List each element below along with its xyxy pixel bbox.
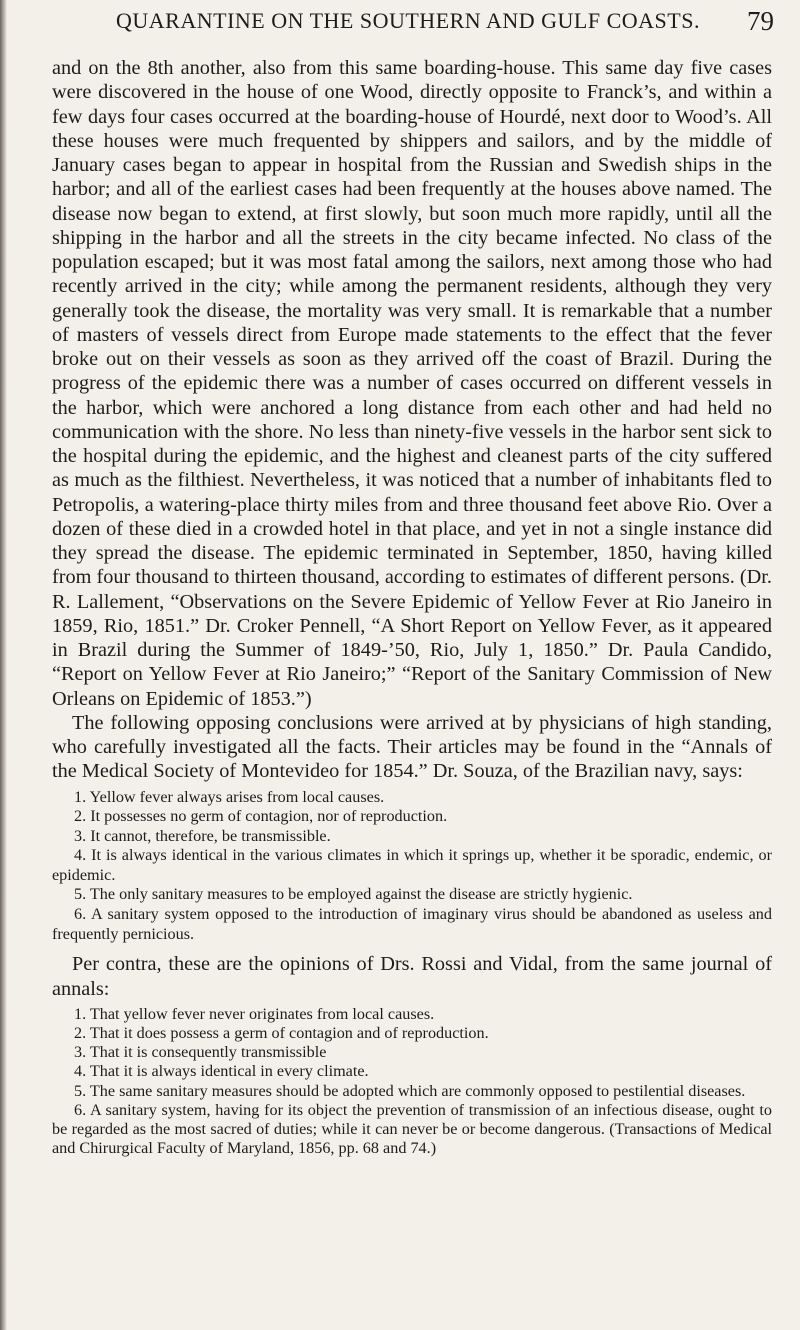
page-gutter-shadow xyxy=(0,0,7,1330)
page-header xyxy=(88,6,788,40)
paragraph-per-contra: Per contra, these are the opinions of Drs. Rossi and Vidal, from the same journal of annals: xyxy=(52,953,772,1000)
list-item: 6. A sanitary system opposed to the introduction of imaginary virus should be abandoned as useless and frequently pernicious. xyxy=(52,905,772,943)
list-item: 3. It cannot, therefore, be transmissible. xyxy=(74,826,331,845)
running-title: QUARANTINE ON THE SOUTHERN AND GULF COASTS. xyxy=(116,8,700,33)
list-item: 6. A sanitary system, having for its object the prevention of transmission of an infectious disease, ought to be regarded as the most sacred of duties; while it can never be or become dangerous. (Transactions of Medical and Chirurgical Faculty of Maryland, 1856, pp. 68 and 74.) xyxy=(52,1100,772,1158)
list-item: 2. That it does possess a germ of contagion and of reproduction. xyxy=(74,1023,489,1042)
souza-conclusions-list xyxy=(52,788,772,945)
paragraph-epidemic-account: and on the 8th another, also from this same boarding-house. This same day five cases were discovered in the house of one Wood, directly opposite to Franck’s, and within a few days four cases occurred at the boarding-house of Hourdé, next door to Wood’s. All these houses were much frequented by shippers and sailors, and by the middle of January cases began to appear in hospital from the Russian and Swedish ships in the harbor; and all of the earliest cases had been frequently at the houses above named. The disease now began to extend, at first slowly, but soon much more rapidly, until all the shipping in the harbor and all the streets in the city became infected. No class of the population escaped; but it was most fatal among the sailors, next among those who had recently arrived in the city; while among the permanent residents, although they very generally took the disease, the mortality was very small. It is remarkable that a number of masters of vessels direct from Europe made statements to the effect that the fever broke out on their vessels as soon as they arrived off the coast of Brazil. During the progress of the epidemic there was a number of cases occurred on different vessels in the harbor, which were anchored a long distance from each other and had held no communication with the shore. No less than ninety-five vessels in the harbor sent sick to the hospital during the epidemic, and the highest and cleanest parts of the city suffered as much as the filthiest. Nevertheless, it was noticed that a number of inhabitants fled to Petropolis, a watering-place thirty miles from and three thousand feet above Rio. Over a dozen of these died in a crowded hotel in that place, and yet in not a single instance did they spread the disease. The epidemic terminated in September, 1850, having killed from four thousand to thirteen thousand, according to estimates of different persons. (Dr. R. Lallement, “Observations on the Severe Epidemic of Yellow Fever at Rio Janeiro in 1859, Rio, 1851.” Dr. Croker Pennell, “A Short Report on Yellow Fever, as it appeared in Brazil during the Summer of 1849-’50, Rio, July 1, 1850.” Dr. Paula Candido, “Report on Yellow Fever at Rio Janeiro;” “Report of the Sanitary Commission of New Orleans on Epidemic of 1853.”) xyxy=(52,57,772,710)
list-item: 5. The same sanitary measures should be adopted which are commonly opposed to pestilential diseases. xyxy=(74,1081,746,1100)
rossi-vidal-conclusions-list xyxy=(52,1005,772,1159)
list-item: 4. That it is always identical in every climate. xyxy=(74,1062,369,1081)
list-item: 2. It possesses no germ of contagion, nor of reproduction. xyxy=(74,807,448,826)
paragraph-opposing-conclusions: The following opposing conclusions were arrived at by physicians of high standing, who carefully investigated all the facts. Their articles may be found in the “Annals of the Medical Society of Montevideo for 1854.” Dr. Souza, of the Brazilian navy, says: xyxy=(52,711,772,783)
page-number: 79 xyxy=(747,6,774,36)
list-item: 1. Yellow fever always arises from local causes. xyxy=(74,787,385,806)
list-item: 1. That yellow fever never originates from local causes. xyxy=(74,1004,435,1023)
body-text xyxy=(52,56,772,1164)
list-item: 3. That it is consequently transmissible xyxy=(74,1043,327,1062)
list-item: 4. It is always identical in the various climates in which it springs up, whether it be sporadic, endemic, or epidemic. xyxy=(52,846,772,884)
list-item: 5. The only sanitary measures to be employed against the disease are strictly hygienic. xyxy=(74,885,633,904)
